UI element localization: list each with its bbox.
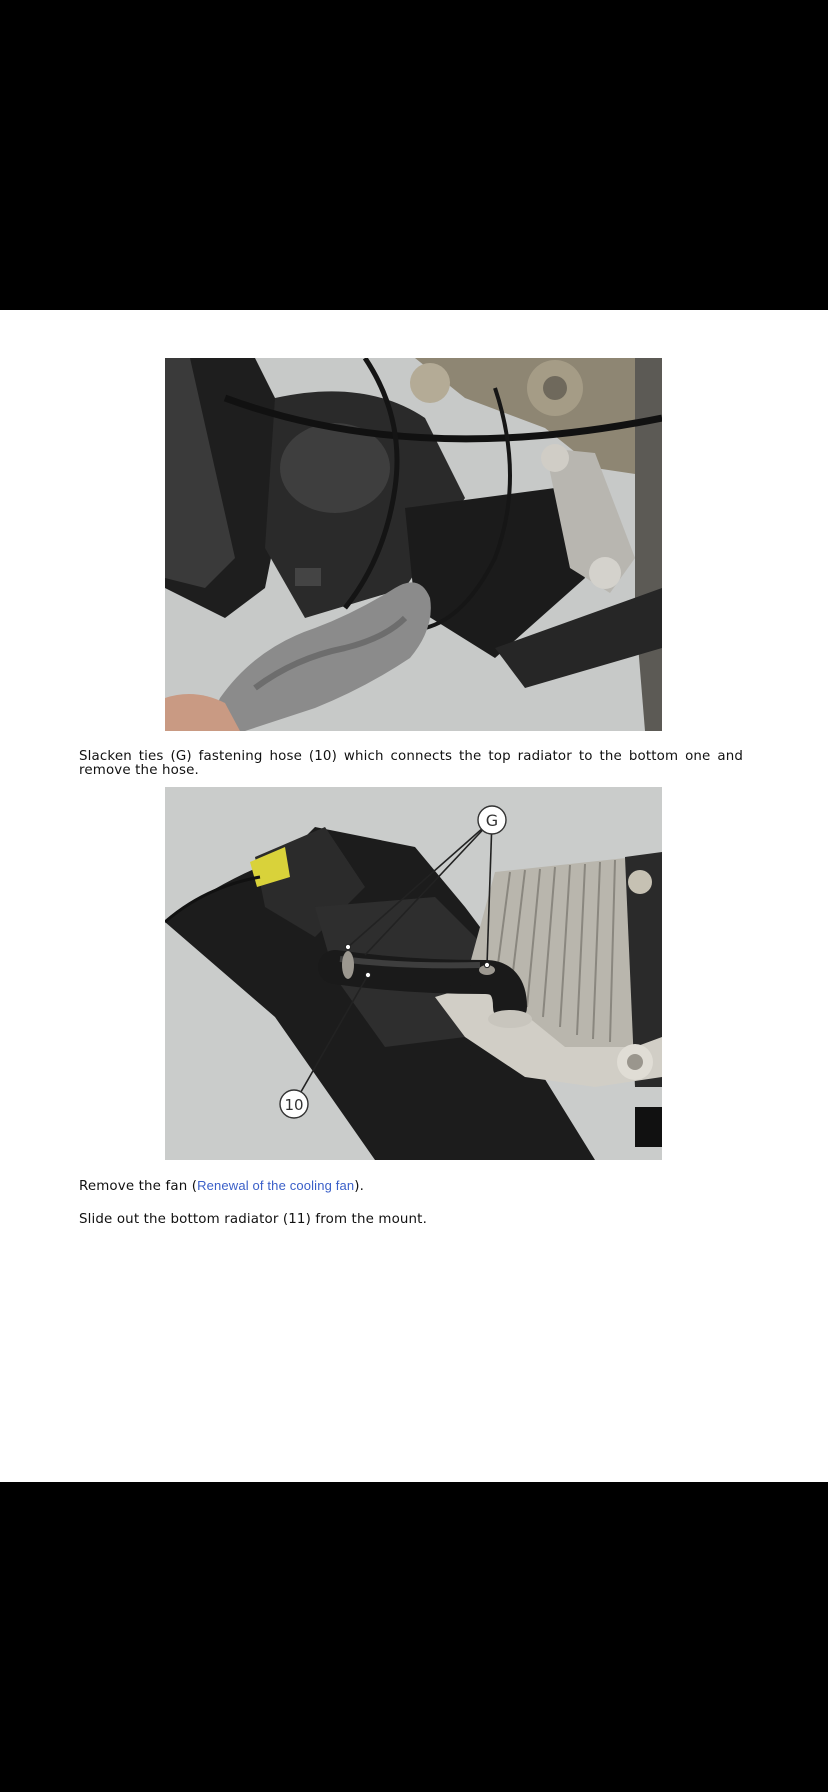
radiator-hose-photo [165, 787, 662, 1160]
remove-fan-closing: ). [354, 1179, 365, 1194]
engine-bay-photo [165, 358, 662, 731]
renewal-cooling-fan-link[interactable]: Renewal of the cooling fan [197, 1178, 355, 1193]
callout-g-label: G [485, 811, 499, 830]
remove-fan-text: Remove the fan ( [79, 1179, 198, 1194]
instruction-slide-out-radiator: Slide out the bottom radiator (11) from the mount. [79, 1212, 427, 1227]
instruction-remove-fan [79, 1179, 743, 1194]
top-black-band [0, 0, 828, 310]
document-page [0, 310, 828, 1482]
callout-10-label: 10 [284, 1096, 304, 1114]
instruction-slacken-ties: Slacken ties (G) fastening hose (10) which connects the top radiator to the bottom one and remove the hose. [79, 749, 743, 778]
bottom-black-band [0, 1482, 828, 1792]
